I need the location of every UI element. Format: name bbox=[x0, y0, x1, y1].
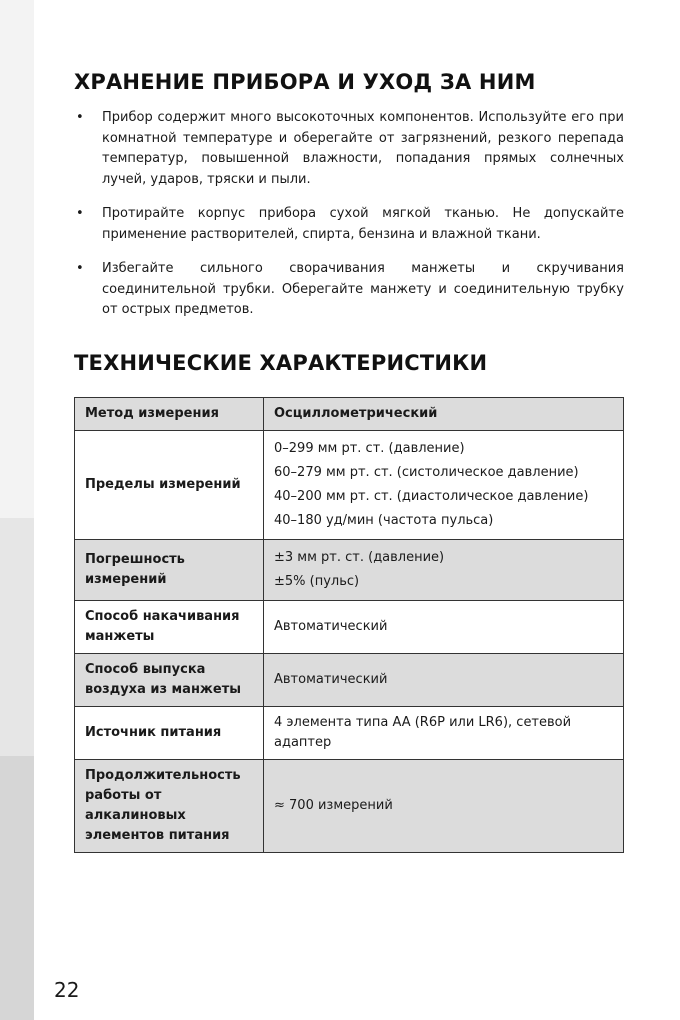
spec-label: Способ выпуска воздуха из манжеты bbox=[75, 653, 264, 706]
table-row bbox=[75, 397, 624, 430]
spec-value-line: Автоматический bbox=[274, 671, 388, 687]
specs-table bbox=[74, 397, 624, 853]
spec-label: Метод измерения bbox=[75, 397, 264, 430]
bullet-icon: • bbox=[76, 206, 84, 221]
spec-label: Способ накачивания манжеты bbox=[75, 600, 264, 653]
bullet-text: Прибор содержит много высокоточных компонентов. Используйте его при комнатной температуре и оберегайте от загрязнений, резкого перепада температур, повышенной влажности, попадания прямых солнечных лучей, ударов, тряски и пыли. bbox=[102, 110, 624, 187]
spec-value-line: 40–180 уд/мин (частота пульса) bbox=[274, 512, 494, 528]
spec-value-line: 40–200 мм рт. ст. (диастолическое давление) bbox=[274, 488, 589, 504]
bullet-icon: • bbox=[76, 110, 84, 125]
table-row bbox=[75, 759, 624, 852]
table-row bbox=[75, 653, 624, 706]
spec-label: Продолжительность работы от алкалиновых элементов питания bbox=[75, 759, 264, 852]
spec-value bbox=[264, 706, 624, 759]
spec-value-line: ±5% (пульс) bbox=[274, 573, 360, 589]
spec-value bbox=[264, 539, 624, 600]
bullet-text: Протирайте корпус прибора сухой мягкой тканью. Не допускайте применение растворителей, спирта, бензина и влажной ткани. bbox=[102, 206, 624, 242]
spec-value-line: 0–299 мм рт. ст. (давление) bbox=[274, 440, 465, 456]
table-row bbox=[75, 706, 624, 759]
specs-section-title: ТЕХНИЧЕСКИЕ ХАРАКТЕРИСТИКИ bbox=[74, 350, 488, 375]
spec-value-line: ≈ 700 измерений bbox=[274, 797, 393, 813]
spec-value bbox=[264, 600, 624, 653]
side-strip-band bbox=[0, 518, 34, 756]
spec-label: Источник питания bbox=[75, 706, 264, 759]
spec-value bbox=[264, 653, 624, 706]
spec-value bbox=[264, 397, 624, 430]
spec-value-line: 60–279 мм рт. ст. (систолическое давление) bbox=[274, 464, 579, 480]
spec-value-line: 4 элемента типа AA (R6P или LR6), сетевой адаптер bbox=[274, 714, 572, 750]
storage-section-title: ХРАНЕНИЕ ПРИБОРА И УХОД ЗА НИМ bbox=[74, 70, 536, 94]
bullet-icon: • bbox=[76, 261, 84, 276]
spec-label: Погрешность измерений bbox=[75, 539, 264, 600]
side-strip-band bbox=[0, 756, 34, 1020]
table-row bbox=[75, 539, 624, 600]
table-row bbox=[75, 430, 624, 539]
spec-value bbox=[264, 759, 624, 852]
page-content bbox=[74, 70, 624, 853]
side-strip bbox=[0, 0, 34, 1020]
storage-bullet-list bbox=[74, 108, 624, 321]
spec-value-line: ±3 мм рт. ст. (давление) bbox=[274, 549, 445, 565]
list-item bbox=[74, 259, 624, 321]
spec-value bbox=[264, 430, 624, 539]
list-item bbox=[74, 204, 624, 245]
spec-value-line: Автоматический bbox=[274, 618, 388, 634]
list-item bbox=[74, 108, 624, 190]
bullet-text: Избегайте сильного сворачивания манжеты и скручивания соединительной трубки. Оберегайте манжету и соединительную трубку от острых предметов. bbox=[102, 261, 624, 317]
spec-label: Пределы измерений bbox=[75, 430, 264, 539]
table-row bbox=[75, 600, 624, 653]
page-number: 22 bbox=[54, 978, 80, 1002]
spec-value-line: Осциллометрический bbox=[274, 405, 438, 421]
